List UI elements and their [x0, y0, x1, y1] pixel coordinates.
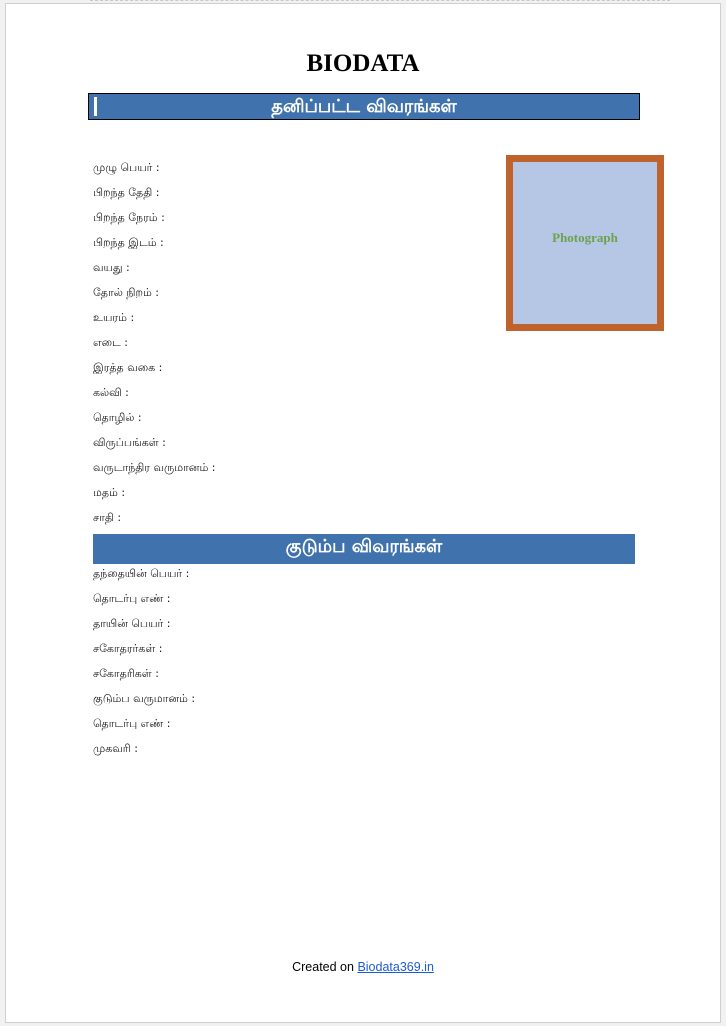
family-field: தாயின் பெயர் :: [93, 617, 171, 630]
family-field: சகோதரர்கள் :: [93, 642, 163, 655]
footer-credit: [6, 960, 720, 974]
personal-field: பிறந்த நேரம் :: [93, 211, 165, 224]
personal-field: வருடாந்திர வருமானம் :: [93, 461, 216, 474]
document-title: BIODATA: [306, 50, 420, 77]
photograph-label: Photograph: [552, 230, 618, 245]
text-cursor: [94, 97, 97, 116]
family-details-list: [93, 566, 195, 766]
photograph-placeholder: [506, 155, 664, 331]
personal-field: பிறந்த தேதி :: [93, 186, 160, 199]
personal-field: முழு பெயர் :: [93, 161, 160, 174]
personal-field: தொழில் :: [93, 411, 142, 424]
footer-prefix: Created on: [292, 960, 358, 974]
personal-details-list: [93, 160, 216, 535]
family-details-banner: [93, 534, 635, 564]
document-page: [5, 3, 721, 1023]
personal-field: மதம் :: [93, 486, 126, 499]
personal-details-banner: [88, 93, 640, 120]
personal-field: இரத்த வகை :: [93, 361, 163, 374]
personal-field: பிறந்த இடம் :: [93, 236, 164, 249]
family-field: தந்தையின் பெயர் :: [93, 567, 190, 580]
personal-field: எடை :: [93, 336, 128, 349]
personal-field: வயது :: [93, 261, 130, 274]
personal-details-heading: தனிப்பட்ட விவரங்கள்: [271, 96, 457, 117]
personal-field: விருப்பங்கள் :: [93, 436, 166, 449]
biodata369-link[interactable]: Biodata369.in: [357, 960, 434, 974]
family-field: தொடர்பு எண் :: [93, 717, 171, 730]
family-details-heading: குடும்ப விவரங்கள்: [285, 536, 443, 557]
personal-field: கல்வி :: [93, 386, 129, 399]
family-field: குடும்ப வருமானம் :: [93, 692, 196, 705]
personal-field: சாதி :: [93, 511, 122, 524]
personal-field: உயரம் :: [93, 311, 135, 324]
family-field: தொடர்பு எண் :: [93, 592, 171, 605]
personal-field: தோல் நிறம் :: [93, 286, 159, 299]
family-field: சகோதரிகள் :: [93, 667, 159, 680]
family-field: முகவரி :: [93, 742, 138, 755]
